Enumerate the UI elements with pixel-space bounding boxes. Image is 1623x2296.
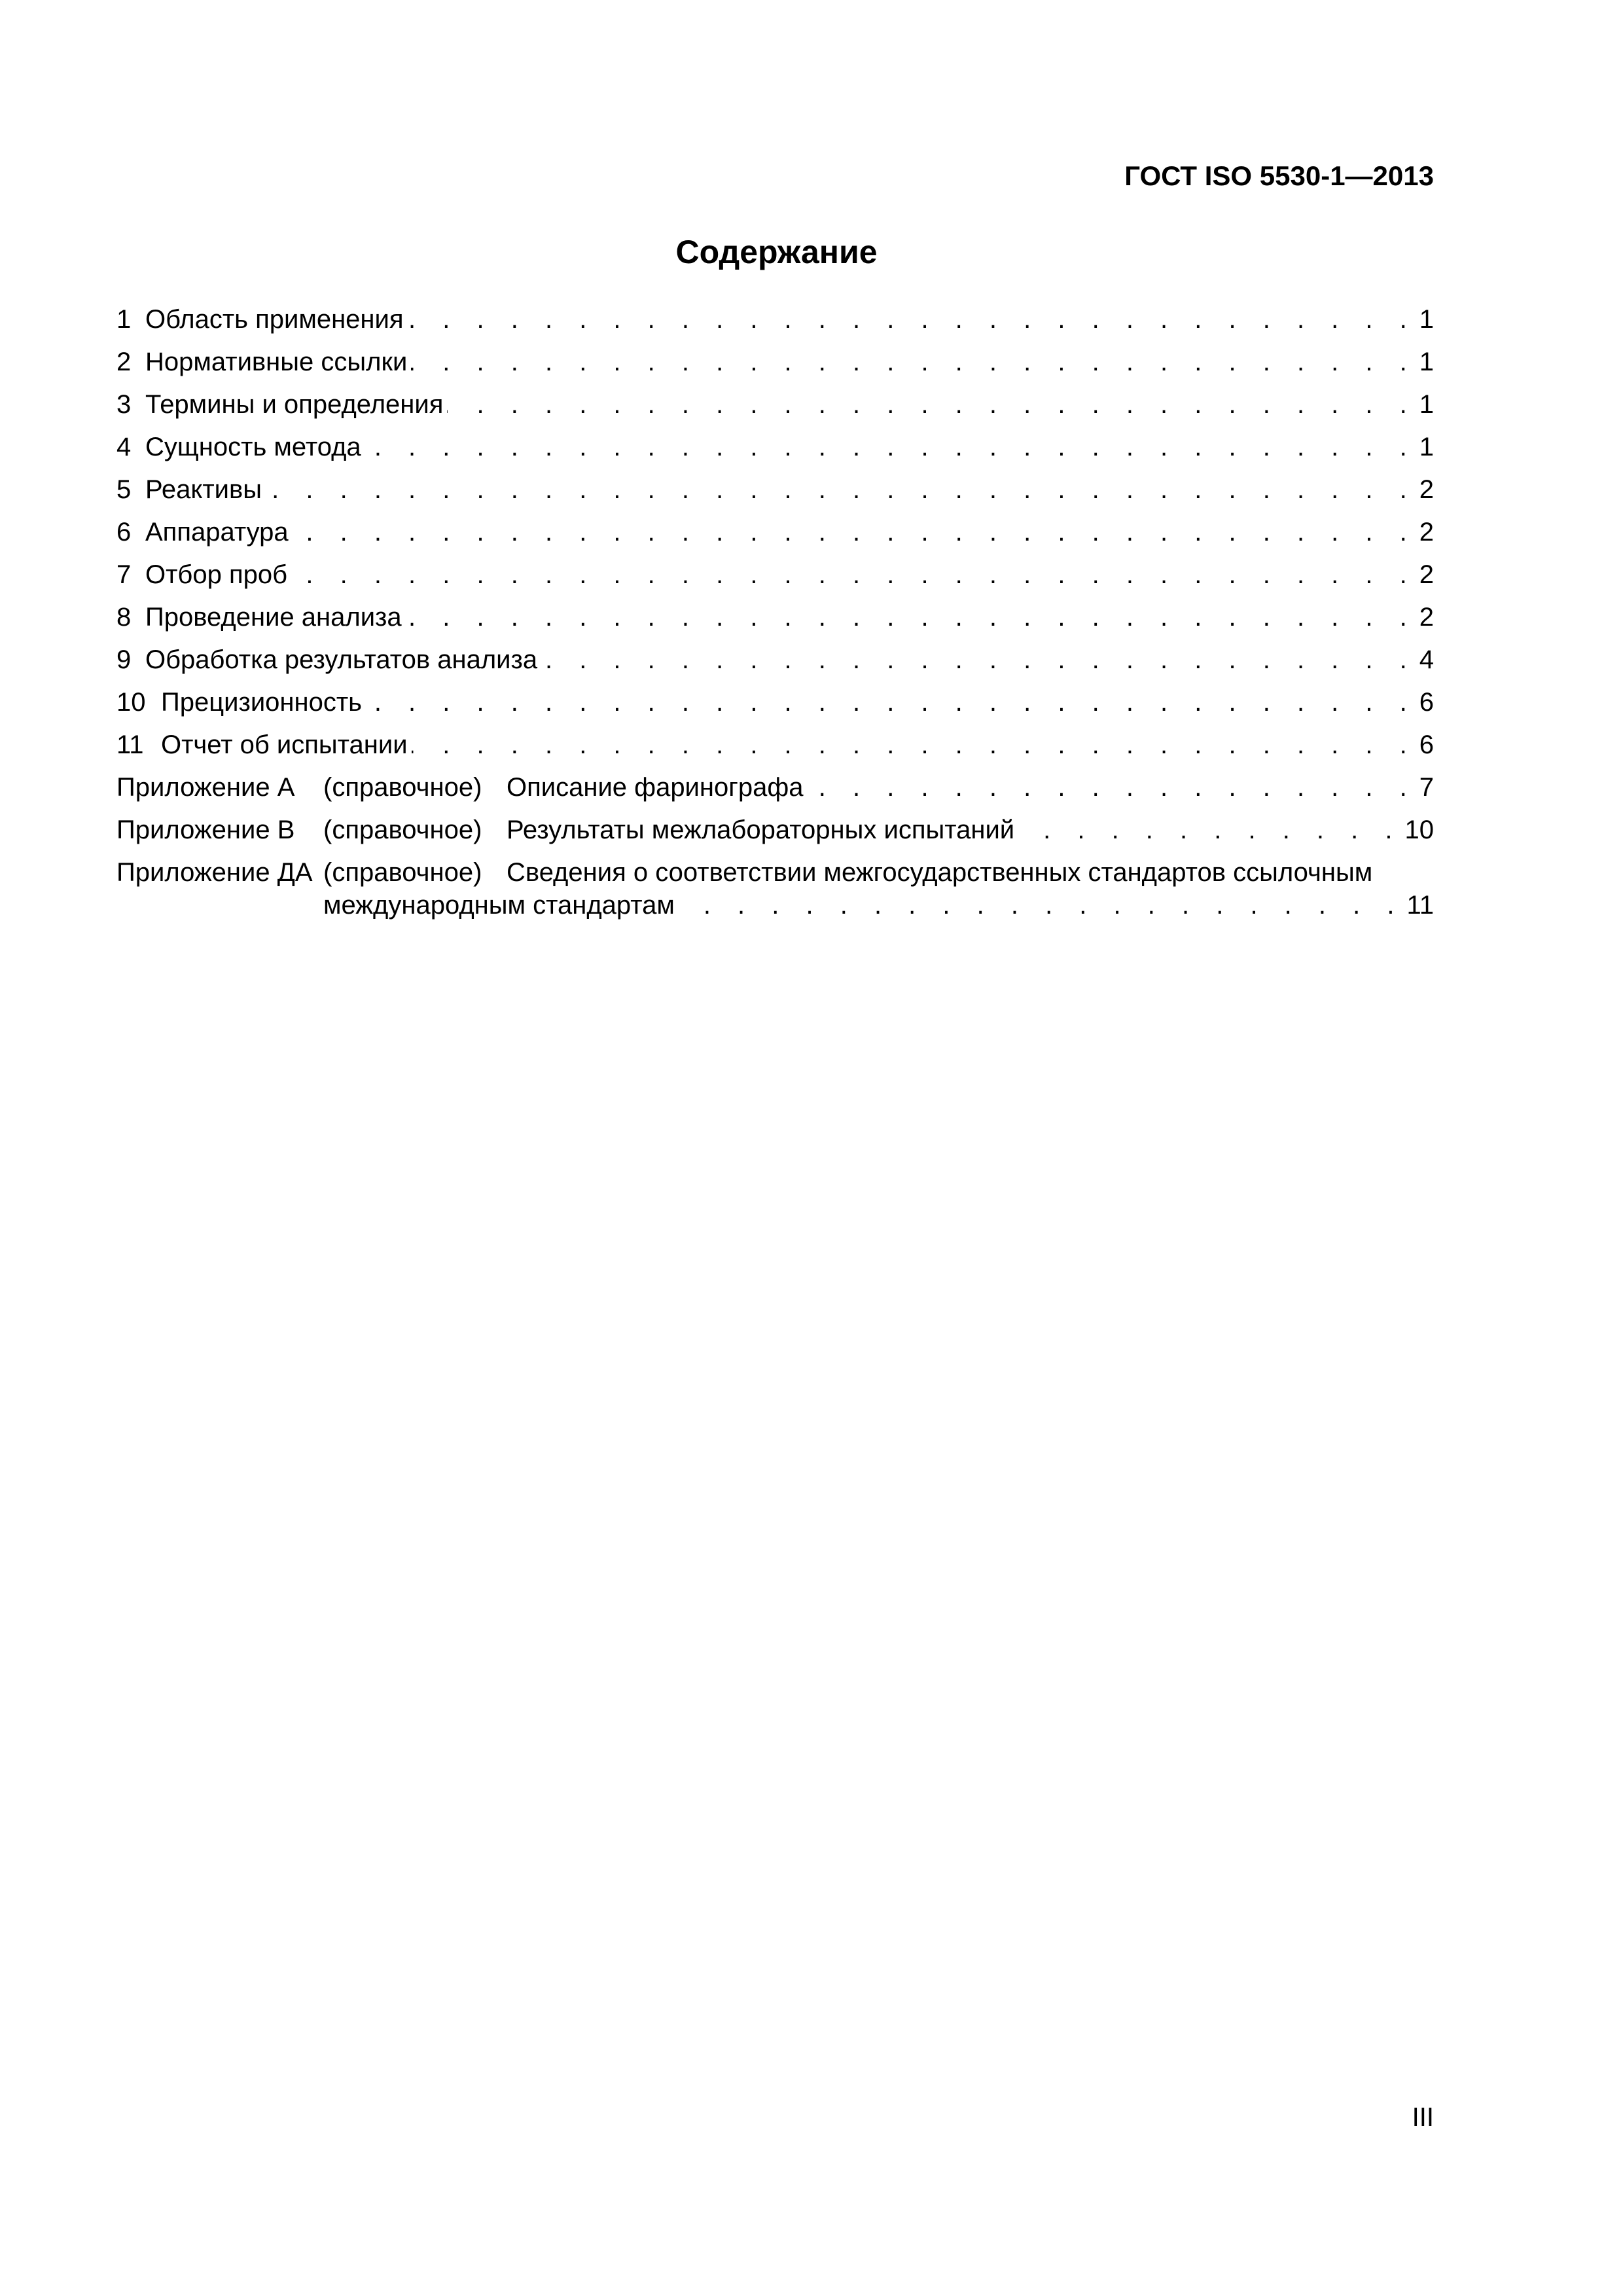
toc-item-number: 10 <box>116 688 146 717</box>
toc-item[interactable] <box>116 643 1434 676</box>
toc-item-label: Сущность метода <box>145 431 365 463</box>
document-code: ГОСТ ISO 5530-1—2013 <box>1124 160 1434 191</box>
dot-leader <box>412 728 1417 761</box>
toc-item-label: Обработка результатов анализа <box>145 643 541 676</box>
toc-item-label: Проведение анализа <box>145 601 406 634</box>
dot-leader <box>447 388 1416 421</box>
toc-item-page: 6 <box>1419 688 1434 717</box>
toc-title: Содержание <box>675 234 878 270</box>
appendix-label: Приложение ДА <box>116 858 313 887</box>
dot-leader <box>408 303 1417 336</box>
toc-appendix-item[interactable] <box>116 771 1434 804</box>
toc-item-label: Нормативные ссылки <box>145 346 411 378</box>
dot-leader <box>291 558 1417 591</box>
dot-leader <box>365 431 1417 463</box>
toc-item-page: 1 <box>1419 433 1434 461</box>
toc-appendix-item[interactable] <box>116 814 1434 846</box>
toc-appendix-item[interactable] <box>116 856 1434 922</box>
toc-item-page: 1 <box>1419 390 1434 419</box>
dot-leader <box>366 686 1417 719</box>
toc-item-number: 4 <box>116 433 132 461</box>
toc-item-label: Аппаратура <box>145 516 293 548</box>
toc-item-page: 1 <box>1419 348 1434 376</box>
toc-item-label: Отчет об испытании <box>161 728 412 761</box>
toc-item-page: 2 <box>1419 518 1434 547</box>
appendix-kind: (справочное) <box>323 773 482 802</box>
toc-item-page: 1 <box>1419 305 1434 334</box>
appendix-page: 7 <box>1419 773 1434 802</box>
dot-leader <box>293 516 1417 548</box>
dot-leader <box>541 643 1417 676</box>
dot-leader <box>807 771 1416 804</box>
page-number: III <box>1412 2103 1434 2132</box>
toc-item[interactable] <box>116 728 1434 761</box>
toc-item-label: Отбор проб <box>145 558 291 591</box>
toc-item-number: 6 <box>116 518 132 547</box>
dot-leader <box>411 346 1416 378</box>
appendix-title: Результаты межлабораторных испытаний <box>507 816 1015 844</box>
toc-item-page: 2 <box>1419 603 1434 632</box>
toc-item-number: 8 <box>116 603 132 632</box>
toc-item-page: 4 <box>1419 645 1434 674</box>
dot-leader <box>1018 814 1402 846</box>
toc-item[interactable] <box>116 431 1434 463</box>
toc-item[interactable] <box>116 473 1434 506</box>
toc-item-number: 5 <box>116 475 132 504</box>
appendix-kind: (справочное) <box>323 858 482 887</box>
toc-item-number: 2 <box>116 348 132 376</box>
toc-item-number: 7 <box>116 560 132 589</box>
appendix-label: Приложение В <box>116 816 295 844</box>
toc-item-number: 3 <box>116 390 132 419</box>
toc-item[interactable] <box>116 516 1434 548</box>
appendix-title: Описание фаринографа <box>507 773 804 802</box>
toc-item-label: Область применения <box>145 303 408 336</box>
appendix-title: Сведения о соответствии межгосударственных стандартов ссылочным <box>507 858 1373 887</box>
dot-leader <box>406 601 1417 634</box>
toc-item-page: 2 <box>1419 560 1434 589</box>
toc-item-label: Термины и определения <box>145 388 447 421</box>
appendix-label: Приложение А <box>116 773 295 802</box>
toc-item[interactable] <box>116 686 1434 719</box>
toc-item-label: Прецизионность <box>161 686 366 719</box>
toc-item-number: 11 <box>116 730 144 759</box>
toc-item-number: 9 <box>116 645 132 674</box>
toc-item[interactable] <box>116 601 1434 634</box>
dot-leader <box>266 473 1417 506</box>
toc-item[interactable] <box>116 388 1434 421</box>
toc-item-number: 1 <box>116 305 132 334</box>
toc-item[interactable] <box>116 558 1434 591</box>
toc-item-label: Реактивы <box>145 473 266 506</box>
appendix-kind: (справочное) <box>323 816 482 844</box>
toc-item[interactable] <box>116 346 1434 378</box>
toc-item[interactable] <box>116 303 1434 336</box>
appendix-page: 11 <box>1406 891 1434 920</box>
dot-leader <box>679 889 1404 922</box>
appendix-title-continued: международным стандартам <box>323 891 675 920</box>
toc-item-page: 2 <box>1419 475 1434 504</box>
appendix-page: 10 <box>1404 816 1434 844</box>
toc-item-page: 6 <box>1419 730 1434 759</box>
